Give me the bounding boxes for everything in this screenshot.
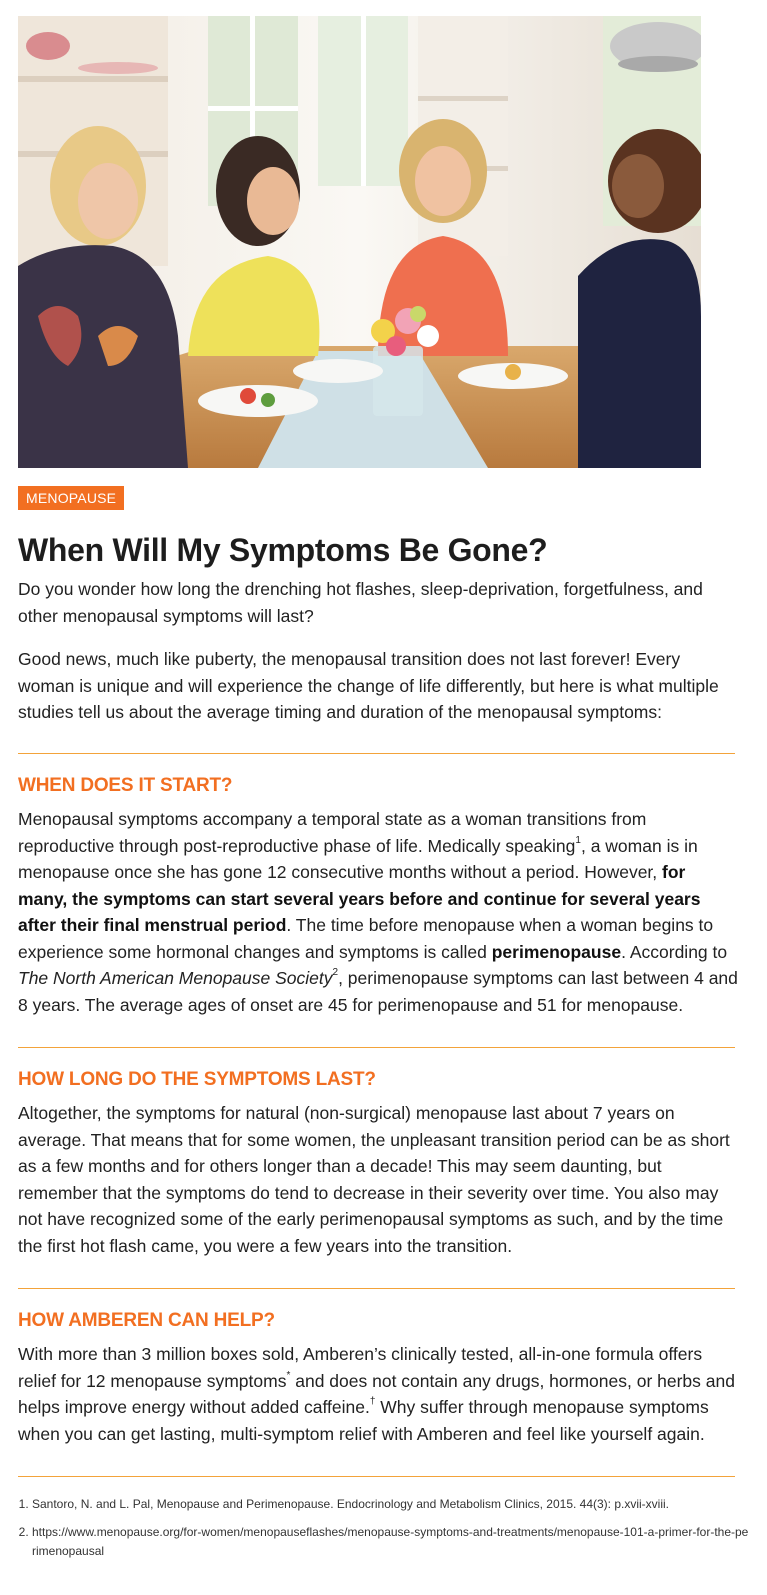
intro-paragraph-1: Do you wonder how long the drenching hot flashes, sleep-deprivation, forgetfulness, and other menopausal symptoms will last? [18, 579, 703, 626]
text-run: . The time before menopause when a woman begins to experience some hormonal changes and symptoms is called [18, 915, 714, 962]
section-heading-duration: HOW LONG DO THE SYMPTOMS LAST? [18, 1069, 376, 1090]
hero-illustration [18, 16, 701, 468]
italic-text: The North American Menopause Society [18, 968, 333, 988]
section-body-duration: Altogether, the symptoms for natural (non-surgical) menopause last about 7 years on average. That means that for some women, the unpleasant transition period can be as short as a few months and for others longer than a decade! This may seem daunting, but remember that the symptoms do tend to decrease in their severity over time. You also may not have recognized some of the early perimenopausal symptoms as such, and by the time the first hot flash came, you were a few years into the transition. [18, 1103, 730, 1256]
text-run: With more than 3 million boxes sold, Amberen’s clinically tested, all-in-one formula offers relief for 12 menopause symptoms [18, 1344, 703, 1391]
text-run: and does not contain any drugs, hormones, or herbs and helps improve energy without added caffeine. [18, 1370, 735, 1417]
text-run: , a woman is in menopause once she has gone 12 consecutive months without a period. However, [18, 835, 698, 882]
bold-text: for many, the symptoms can start several years before and continue for several years after their final menstrual period [18, 862, 701, 935]
footnote-ref[interactable]: 1 [575, 834, 581, 846]
reference-link[interactable]: 2. https://www.menopause.org/for-women/menopauseflashes/menopause-symptoms-and-treatments/menopause-101-a-primer-for-the-perimenopausal [32, 1523, 752, 1561]
section-heading-help: HOW AMBEREN CAN HELP? [18, 1310, 275, 1331]
references-list [18, 1495, 752, 1570]
section-divider [18, 753, 735, 754]
section-divider [18, 1476, 735, 1477]
section-heading-start: WHEN DOES IT START? [18, 775, 233, 796]
article-title: When Will My Symptoms Be Gone? [18, 532, 548, 568]
section-body-help [18, 1341, 738, 1447]
text-run: . According to [621, 941, 728, 962]
category-tag[interactable]: MENOPAUSE [18, 486, 124, 510]
section-body-start [18, 806, 738, 1018]
reference-item: 1. Santoro, N. and L. Pal, Menopause and Perimenopause. Endocrinology and Metabolism Clinics, 2015. 44(3): p.xvii-xviii. [32, 1495, 752, 1514]
footnote-ref: * [286, 1369, 291, 1381]
footnote-ref: † [369, 1396, 376, 1408]
bold-text: perimenopause [491, 941, 622, 962]
section-divider [18, 1047, 735, 1048]
text-run: , perimenopause symptoms can last between 4 and 8 years. The average ages of onset are 45 for perimenopause and 51 for menopause. [18, 968, 738, 1015]
hero-image [18, 16, 701, 468]
text-run: Why suffer through menopause symptoms when you can get lasting, multi-symptom relief with Amberen and feel like yourself again. [18, 1397, 709, 1444]
footnote-ref[interactable]: 2 [332, 967, 339, 979]
intro-paragraph-2: Good news, much like puberty, the menopausal transition does not last forever! Every woman is unique and will experience the change of life differently, but here is what multiple studies tell us about the average timing and duration of the menopausal symptoms: [18, 649, 719, 722]
text-run: Menopausal symptoms accompany a temporal state as a woman transitions from reproductive through post-reproductive phase of life. Medically speaking [18, 809, 647, 856]
section-divider [18, 1288, 735, 1289]
